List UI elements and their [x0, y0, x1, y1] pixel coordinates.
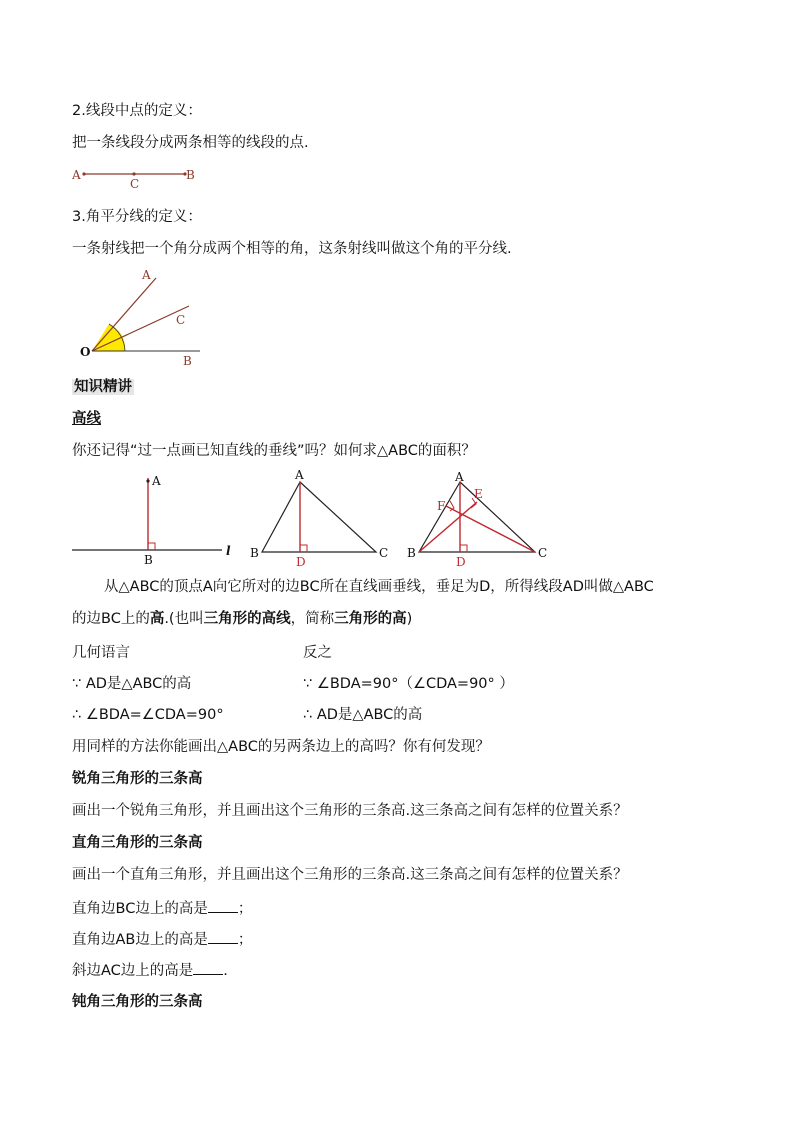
label-d: D	[296, 555, 306, 569]
answer-blank[interactable]	[208, 929, 238, 944]
right-q1	[72, 898, 252, 919]
right-q2-end: ；	[237, 932, 253, 948]
acute-text: 画出一个锐角三角形，并且画出这个三角形的三条高.这三条高之间有怎样的位置关系？	[72, 803, 628, 819]
label-b: B	[407, 546, 416, 560]
label-o: O	[80, 345, 91, 359]
point-a	[146, 479, 149, 482]
para-text-4: )	[406, 611, 413, 627]
midpoint-definition: 把一条线段分成两条相等的线段的点.	[72, 135, 309, 151]
label-c: C	[538, 546, 548, 560]
geometry-left-header: 几何语言	[72, 645, 130, 661]
acute-title: 锐角三角形的三条高	[72, 771, 203, 787]
label-b: B	[186, 168, 195, 182]
right-text: 画出一个直角三角形，并且画出这个三角形的三条高.这三条高之间有怎样的位置关系？	[72, 867, 628, 883]
answer-blank[interactable]	[193, 960, 223, 975]
label-b: B	[250, 546, 259, 560]
right-q2	[72, 929, 252, 950]
right-q1-label: 直角边BC边上的高是	[72, 901, 208, 917]
right-q1-end: ；	[237, 901, 253, 917]
triangle-altitude-figure	[248, 468, 398, 568]
midpoint-heading: 2.线段中点的定义：	[72, 103, 202, 119]
geometry-right-1: ∵ ∠BDA=90°（∠CDA=90° ）	[303, 676, 514, 692]
altitude-be	[419, 502, 477, 552]
perpendicular-figure	[72, 470, 242, 565]
right-q3-end: .	[223, 963, 228, 979]
label-d: D	[456, 555, 466, 569]
bisector-heading: 3.角平分线的定义：	[72, 209, 202, 225]
geometry-right-2: ∴ AD是△ABC的高	[303, 707, 423, 723]
label-a: A	[152, 474, 161, 488]
label-a: A	[455, 470, 464, 484]
label-l: l	[226, 544, 231, 558]
geometry-left-1: ∵ AD是△ABC的高	[72, 676, 192, 692]
para-bold-triangle-height: 三角形的高	[334, 611, 407, 627]
label-a: A	[72, 168, 81, 182]
altitude-title: 高线	[72, 411, 101, 427]
label-b: B	[144, 553, 153, 567]
label-f: F	[437, 499, 446, 513]
geometry-left-2: ∴ ∠BDA=∠CDA=90°	[72, 707, 224, 723]
para-bold-height: 高	[149, 611, 165, 627]
altitude-question: 你还记得“过一点画已知直线的垂线”吗？如何求△ABC的面积？	[72, 443, 476, 459]
knowledge-title: 知识精讲	[74, 379, 132, 395]
para-text-3: ，简称	[290, 611, 335, 627]
label-a: A	[295, 468, 304, 482]
triangle-abc	[262, 482, 376, 552]
knowledge-title-wrap	[72, 377, 134, 397]
bisector-definition: 一条射线把一个角分成两个相等的角，这条射线叫做这个角的平分线.	[72, 241, 512, 257]
point-c	[132, 172, 135, 175]
geometry-right-header: 反之	[303, 645, 332, 661]
right-q3	[72, 960, 228, 981]
altitude-paragraph-line2	[72, 609, 412, 629]
ray-oa	[92, 278, 156, 351]
point-a	[82, 172, 85, 175]
angle-bisector-figure	[76, 266, 211, 370]
label-b: B	[183, 354, 192, 368]
triangle-three-altitudes-figure	[405, 468, 560, 568]
right-angle-mark	[300, 545, 307, 552]
label-c: C	[130, 177, 140, 191]
midpoint-figure	[70, 164, 210, 192]
right-q3-label: 斜边AC边上的高是	[72, 963, 194, 979]
altitude-paragraph-line1: 从△ABC的顶点A向它所对的边BC所在直线画垂线，垂足为D，所得线段AD叫做△ABC	[104, 579, 654, 595]
right-angle-mark-d	[460, 545, 467, 552]
right-title: 直角三角形的三条高	[72, 835, 203, 851]
para-text-2: .(也叫	[164, 611, 204, 627]
answer-blank[interactable]	[208, 898, 238, 913]
label-a: A	[142, 268, 151, 282]
label-c: C	[176, 313, 186, 327]
right-q2-label: 直角边AB边上的高是	[72, 932, 208, 948]
para-text-1: 的边BC上的	[72, 611, 150, 627]
right-angle-mark	[148, 543, 155, 550]
label-c: C	[379, 546, 389, 560]
para-bold-altitude-line: 三角形的高线	[203, 611, 291, 627]
obtuse-title: 钝角三角形的三条高	[72, 994, 203, 1010]
other-altitudes-question: 用同样的方法你能画出△ABC的另两条边上的高吗？你有何发现？	[72, 739, 490, 755]
label-e: E	[474, 487, 483, 501]
